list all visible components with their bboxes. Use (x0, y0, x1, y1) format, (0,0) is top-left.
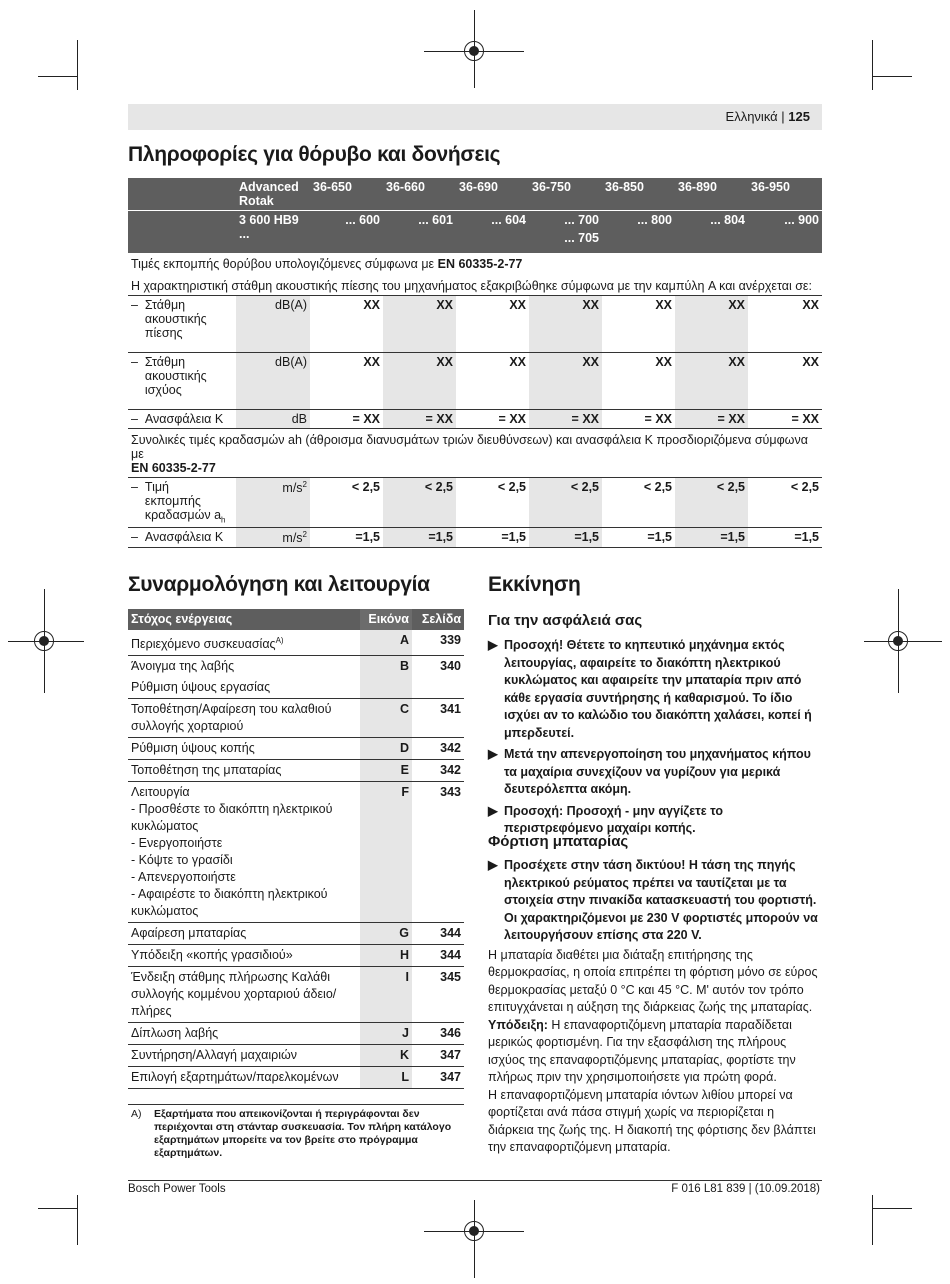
safety-warning-text: Προσοχή! Θέτετε το κηπευτικό μηχάνημα εκτός λειτουργίας, αφαιρείτε το διακόπτη ηλεκτρικού κυκλώματος και αφαιρείτε την μπαταρία πριν από κάθε εργασία συντήρησης ή καθαρισμού. Το ίδιο ισχύει αν το καλώδιο του διακόπτη χαλάσει, κοπεί ή μπερδευτεί. (504, 638, 812, 740)
vibration-row-label-text: Τιμή εκπομπής κραδασμών a (144, 480, 222, 522)
assembly-row-figure (360, 677, 412, 699)
noise-value: XX (456, 296, 529, 353)
charging-note (488, 1017, 822, 1087)
assembly-row-label: Άνοιγμα της λαβής (131, 659, 235, 674)
note-label: Υπόδειξη: (488, 1017, 548, 1032)
vibration-value: =1,5 (383, 527, 456, 547)
assembly-row-label: Συντήρηση/Αλλαγή μαχαιριών (131, 1048, 298, 1063)
noise-row (128, 410, 822, 429)
noise-row-label-text: Ανασφάλεια K (144, 412, 224, 426)
noise-row-label: – Στάθμη ακουστικής πίεσης (128, 296, 236, 353)
noise-row-label-text: Στάθμη ακουστικής πίεσης (144, 298, 207, 340)
code-value: ... 700 (564, 213, 599, 227)
assembly-row-text (128, 945, 360, 967)
curve-note-row (128, 273, 822, 296)
model-name: 36-750 (529, 178, 602, 211)
page-number: 125 (788, 109, 810, 124)
vibration-row (128, 527, 822, 547)
noise-row-label: – Ανασφάλεια K (128, 410, 236, 429)
vibration-value: < 2,5 (748, 478, 822, 528)
noise-value: XX (675, 296, 748, 353)
crop-mark-tl-v (77, 40, 78, 90)
assembly-row-figure: A (360, 630, 412, 656)
assembly-row-label: Τοποθέτηση της μπαταρίας (131, 763, 282, 778)
noise-value: = XX (602, 410, 675, 429)
table-row (128, 1045, 464, 1067)
assembly-row-label: Ένδειξη στάθμης πλήρωσης Καλάθι συλλογής κομμένου χορταριού άδειο/πλήρες (131, 970, 337, 1019)
assembly-row-figure: K (360, 1045, 412, 1067)
assembly-row-text (128, 760, 360, 782)
vibration-unit-text: m/s (282, 530, 303, 545)
curve-note: Η χαρακτηριστική στάθμη ακουστικής πίεσης του μηχανήματος εξακριβώθηκε σύμφωνα με την καμπύλη A και ανέρχεται σε: (128, 273, 822, 296)
vibration-unit-text: m/s (282, 481, 303, 496)
model-name: 36-690 (456, 178, 529, 211)
crop-mark-bl-h (38, 1208, 78, 1209)
footnote-mark: A) (131, 1108, 142, 1120)
table-row (128, 1067, 464, 1089)
charging-paragraph: Η επαναφορτιζόμενη μπαταρία ιόντων λιθίου μπορεί να φορτίζεται ανά πάσα στιγμή χωρίς να περιορίζεται η διάρκεια της ζωής της. Η διακοπή της φόρτισης δεν βλάπτει την επαναφορτιζόμενη μπαταρία. (488, 1087, 816, 1154)
code-cell: ... 804 (675, 211, 748, 254)
noise-row-unit: dB(A) (236, 296, 310, 353)
assembly-row-label: Δίπλωση λαβής (131, 1026, 219, 1041)
safety-warning-text: Μετά την απενεργοποίηση του μηχανήματος κήπου τα μαχαίρια συνεχίζουν να γυρίζουν για μερικά δευτερόλεπτα ακόμη. (504, 747, 811, 796)
code-row-blank (128, 211, 236, 254)
model-name: 36-650 (310, 178, 383, 211)
assembly-row-page: 344 (412, 945, 464, 967)
page-header: Ελληνικά | 125 (725, 109, 810, 124)
code-cell: 3 600 HB9 ... (236, 211, 310, 254)
crop-mark-br-h (872, 1208, 912, 1209)
assembly-row-page: 339 (412, 630, 464, 656)
assembly-row-label: Τοποθέτηση/Αφαίρεση του καλαθιού συλλογής χορταριού (131, 702, 332, 734)
assembly-row-text (128, 656, 360, 678)
vibration-unit (236, 527, 310, 547)
assembly-row-text (128, 1067, 360, 1089)
assembly-row-label: Ρύθμιση ύψους κοπής (131, 741, 255, 756)
vibration-value: < 2,5 (602, 478, 675, 528)
start-section-title: Εκκίνηση (488, 573, 581, 596)
charging-paragraph: Η μπαταρία διαθέτει μια διάταξη επιτήρησης της θερμοκρασίας, η οποία επιτρέπει τη φόρτιση μόνο σε εύρος θερμοκρασίας μεταξύ 0 °C και 45 °C. Μ' αυτόν τον τρόπο επιτυγχάνεται η αύξηση της διάρκειας ζωής της μπαταρίας. (488, 947, 818, 1014)
table-row (128, 630, 464, 656)
noise-value: XX (675, 353, 748, 410)
standard-code: EN 60335-2-77 (437, 257, 523, 271)
noise-value: = XX (383, 410, 456, 429)
noise-value: = XX (456, 410, 529, 429)
table-row (128, 760, 464, 782)
assembly-row-page: 347 (412, 1045, 464, 1067)
noise-value: XX (383, 353, 456, 410)
assembly-row-page: 340 (440, 659, 461, 674)
assembly-row-text (128, 699, 360, 738)
vibration-row-label: – Τιμή εκπομπής κραδασμών $a_h$ (128, 478, 236, 528)
noise-section-title: Πληροφορίες για θόρυβο και δονήσεις (128, 143, 501, 166)
noise-row-label-text: Στάθμη ακουστικής ισχύος (144, 355, 207, 397)
vibration-value: < 2,5 (529, 478, 602, 528)
model-row-blank (128, 178, 236, 211)
noise-value: = XX (529, 410, 602, 429)
assembly-row-text (128, 1045, 360, 1067)
assembly-row-figure: J (360, 1023, 412, 1045)
crop-mark-bl-v (77, 1195, 78, 1245)
noise-value: = XX (748, 410, 822, 429)
vibration-unit-sup: 2 (302, 529, 307, 539)
vibration-value: < 2,5 (310, 478, 383, 528)
crop-mark-br-v (872, 1195, 873, 1245)
assembly-row-page (412, 677, 464, 699)
page-header-bar (128, 104, 822, 130)
assembly-row-figure: F (360, 782, 412, 923)
assembly-row-text (128, 967, 360, 1023)
safety-warning (488, 746, 822, 799)
code-cell: ... 604 (456, 211, 529, 254)
assembly-row-text (128, 677, 360, 699)
vibration-unit (236, 478, 310, 528)
assembly-row-label: Περιεχόμενο συσκευασίας (131, 637, 276, 652)
standard-note-row (128, 253, 822, 273)
note-text: Η επαναφορτιζόμενη μπαταρία παραδίδεται μερικώς φορτισμένη. Για την εξασφάλιση της πλήρους ισχύος της επαναφορτιζόμενης μπαταρίας, φορτίστε την πλήρως πριν την χρησιμοποιήσετε για πρώτη φορά. (488, 1017, 796, 1084)
registration-line-left (8, 641, 84, 642)
header-language: Ελληνικά (725, 109, 778, 124)
model-name: 36-850 (602, 178, 675, 211)
charging-subtitle: Φόρτιση μπαταρίας (488, 833, 629, 850)
vibration-value: =1,5 (529, 527, 602, 547)
assembly-col-figure: Εικόνα (360, 609, 412, 630)
noise-value: XX (748, 296, 822, 353)
assembly-footnote (128, 1104, 464, 1160)
noise-row (128, 353, 822, 410)
assembly-table-header (128, 609, 464, 630)
assembly-section-title: Συναρμολόγηση και λειτουργία (128, 573, 430, 596)
noise-value: XX (602, 353, 675, 410)
registration-line-right (864, 641, 942, 642)
assembly-row-page: 346 (412, 1023, 464, 1045)
noise-value: XX (456, 353, 529, 410)
noise-value: = XX (675, 410, 748, 429)
assembly-row-figure: D (360, 738, 412, 760)
assembly-row-figure: I (360, 967, 412, 1023)
vibration-value: =1,5 (675, 527, 748, 547)
noise-value: = XX (310, 410, 383, 429)
table-row (128, 945, 464, 967)
code-cell (529, 211, 602, 254)
table-row (128, 699, 464, 738)
noise-value: XX (310, 353, 383, 410)
noise-value: XX (602, 296, 675, 353)
assembly-row-label: Ρύθμιση ύψους εργασίας (131, 680, 271, 695)
assembly-table (128, 609, 464, 1089)
model-row (128, 178, 822, 211)
assembly-row-page: 342 (412, 738, 464, 760)
assembly-row-text (128, 1023, 360, 1045)
model-name: 36-890 (675, 178, 748, 211)
noise-row (128, 296, 822, 353)
assembly-row-label: Υπόδειξη «κοπής γρασιδιού» (131, 948, 293, 963)
assembly-col-page: Σελίδα (412, 609, 464, 630)
standard-note-text: Τιμές εκπομπής θορύβου υπολογιζόμενες σύμφωνα με (131, 257, 435, 271)
noise-row-label: – Στάθμη ακουστικής ισχύος (128, 353, 236, 410)
registration-line-bottom (424, 1231, 524, 1232)
assembly-row-label: Αφαίρεση μπαταρίας (131, 926, 247, 941)
noise-row-unit: dB (236, 410, 310, 429)
registration-line-top (424, 51, 524, 52)
code-cell: ... 900 (748, 211, 822, 254)
bullet-triangle-icon: ▶ (488, 803, 498, 818)
model-name: 36-950 (748, 178, 822, 211)
footnote-text: Εξαρτήματα που απεικονίζονται ή περιγράφονται δεν περιέχονται στη στάνταρ συσκευασία. Τον πλήρη κατάλογο εξαρτημάτων μπορείτε να τον βρείτε στο πρόγραμμα εξαρτημάτων. (154, 1108, 452, 1159)
table-row (128, 738, 464, 760)
vibration-value: < 2,5 (456, 478, 529, 528)
assembly-row-label: Επιλογή εξαρτημάτων/παρελκομένων (131, 1070, 339, 1085)
code-row (128, 211, 822, 254)
assembly-row-page: 342 (412, 760, 464, 782)
vibration-subscript: h (221, 515, 226, 525)
noise-value: XX (383, 296, 456, 353)
table-row (128, 677, 464, 699)
assembly-row-figure: L (360, 1067, 412, 1089)
assembly-row-page: 341 (412, 699, 464, 738)
assembly-row-page: 344 (412, 923, 464, 945)
crop-mark-tr-h (872, 76, 912, 77)
charging-warning (488, 857, 822, 945)
assembly-row-figure: E (360, 760, 412, 782)
footer-publisher: Bosch Power Tools (128, 1183, 226, 1195)
charging-section (488, 857, 822, 1157)
vibration-value: =1,5 (310, 527, 383, 547)
model-name: Advanced Rotak (236, 178, 310, 211)
footer-doc-id: F 016 L81 839 | (10.09.2018) (671, 1183, 820, 1195)
assembly-row-label: Λειτουργία - Προσθέστε το διακόπτη ηλεκτρικού κυκλώματος - Ενεργοποιήστε - Κόψτε το γρασίδι - Απενεργοποιήστε - Αφαιρέστε το διακόπτη ηλεκτρικού κυκλώματος (131, 785, 333, 919)
vibration-note-text: Συνολικές τιμές κραδασμών ah (άθροισμα διανυσμάτων τριών διευθύνσεων) και ανασφάλεια K προσδιοριζόμενα σύμφωνα με (131, 433, 808, 461)
assembly-row-text (128, 923, 360, 945)
code-value-extra: ... 705 (564, 231, 599, 245)
vibration-row-label-wrap (145, 480, 227, 525)
noise-value: XX (748, 353, 822, 410)
assembly-row-text (128, 738, 360, 760)
charging-warning-text: Προσέχετε στην τάση δικτύου! Η τάση της πηγής ηλεκτρικού ρεύματος πρέπει να ταυτίζεται με τα στοιχεία στην πινακίδα κατασκευαστή του φορτιστή. Οι χαρακτηριζόμενοι με 230 V φορτιστές μπορούν να λειτουργήσουν επίσης στα 220 V. (504, 858, 818, 942)
assembly-row-figure: C (360, 699, 412, 738)
code-cell: ... 800 (602, 211, 675, 254)
bullet-triangle-icon: ▶ (488, 747, 498, 761)
assembly-row-figure: H (360, 945, 412, 967)
noise-value: XX (529, 296, 602, 353)
vibration-unit-sup: 2 (302, 480, 307, 489)
noise-vibration-table (128, 178, 822, 548)
footnote-ref: A) (275, 636, 284, 645)
assembly-table-body (128, 630, 464, 1089)
safety-warning-text: Προσοχή: Προσοχή - μην αγγίζετε το περιστρεφόμενο μαχαίρι κοπής. (504, 803, 723, 835)
standard-note (128, 253, 822, 273)
bullet-triangle-icon: ▶ (488, 858, 498, 872)
vibration-row (128, 478, 822, 528)
table-row (128, 967, 464, 1023)
vibration-row-label-text: Ανασφάλεια K (144, 529, 224, 544)
vibration-value: =1,5 (602, 527, 675, 547)
vibration-note (128, 429, 822, 478)
vibration-row-label: – Ανασφάλεια K (128, 527, 236, 547)
vibration-value: < 2,5 (383, 478, 456, 528)
table-row (128, 1023, 464, 1045)
safety-warning (488, 637, 822, 742)
noise-value: XX (529, 353, 602, 410)
vibration-note-row (128, 429, 822, 478)
assembly-row-page: 345 (412, 967, 464, 1023)
vibration-value: < 2,5 (675, 478, 748, 528)
model-name: 36-660 (383, 178, 456, 211)
safety-subtitle: Για την ασφάλειά σας (488, 612, 643, 629)
assembly-row-figure: G (360, 923, 412, 945)
code-cell: ... 600 (310, 211, 383, 254)
safety-warnings (488, 637, 822, 842)
assembly-row-text (128, 630, 360, 656)
bullet-triangle-icon: ▶ (488, 638, 498, 652)
noise-value: XX (310, 296, 383, 353)
assembly-row-figure: B (360, 656, 412, 678)
footer-rule (128, 1180, 822, 1181)
table-row (128, 656, 464, 678)
table-row (128, 782, 464, 923)
vibration-value: =1,5 (456, 527, 529, 547)
assembly-row-page: 343 (412, 782, 464, 923)
table-row (128, 923, 464, 945)
assembly-row-page: 347 (412, 1067, 464, 1089)
crop-mark-tl-h (38, 76, 78, 77)
vibration-value: =1,5 (748, 527, 822, 547)
assembly-col-goal: Στόχος ενέργειας (128, 609, 360, 630)
code-cell: ... 601 (383, 211, 456, 254)
vibration-standard-code: EN 60335-2-77 (131, 461, 216, 475)
assembly-row-text (128, 782, 360, 923)
crop-mark-tr-v (872, 40, 873, 90)
noise-row-unit: dB(A) (236, 353, 310, 410)
